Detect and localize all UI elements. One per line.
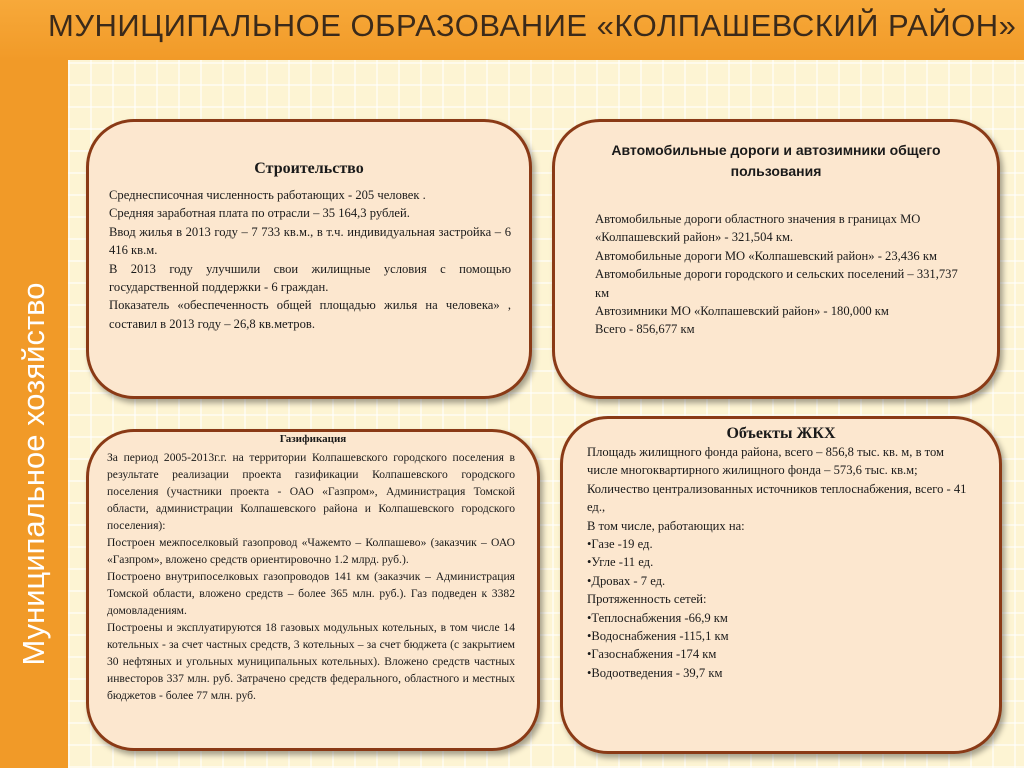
housing-line: Количество централизованных источников теплоснабжения, всего - 41 ед., xyxy=(587,481,967,515)
housing-line: Протяженность сетей: xyxy=(587,592,707,607)
construction-body xyxy=(109,186,511,333)
housing-bullet: •Теплоснабжения -66,9 км xyxy=(587,610,728,625)
roads-line: Автомобильные дороги областного значения в границах МО «Колпашевский район» - 321,504 км. xyxy=(595,212,921,245)
construction-line: Показатель «обеспеченность общей площадью жилья на человека» , составил в 2013 году – 26,8 кв.метров. xyxy=(109,298,511,331)
housing-bullet: •Газоснабжения -174 км xyxy=(587,647,717,662)
gasification-body xyxy=(107,449,515,704)
gasification-title: Газификация xyxy=(279,433,347,445)
housing-bullet: •Водоснабжения -115,1 км xyxy=(587,629,729,644)
gasification-line: Построены и эксплуатируются 18 газовых модульных котельных, в том числе 14 котельных - за счет частных средств, 3 котельных – за счет бюджета (с закрытием 30 нефтяных и угольных муниципальных котельных). Вложено средств частных инвесторов 337 млн. руб. Затрачено средств федерального, областного и местных бюджетов - более 77 млн. руб. xyxy=(107,621,515,702)
housing-bullet: •Водоотведения - 39,7 км xyxy=(587,665,723,680)
roads-body xyxy=(595,210,967,339)
construction-line: В 2013 году улучшили свои жилищные условия с помощью государственной поддержки - 6 граждан. xyxy=(109,261,511,295)
roads-line: Автозимники МО «Колпашевский район» - 180,000 км xyxy=(595,304,889,319)
housing-line: Площадь жилищного фонда района, всего – 856,8 тыс. кв. м, в том числе многоквартирного жилищного фонда – 573,6 тыс. кв.м; xyxy=(587,445,945,478)
roads-card xyxy=(552,119,1000,399)
construction-title: Строительство xyxy=(254,160,364,177)
housing-utilities-body xyxy=(587,443,977,682)
housing-bullet: •Дровах - 7 ед. xyxy=(587,573,666,588)
roads-title: Автомобильные дороги и автозимники общего пользования xyxy=(611,142,941,179)
construction-line: Средняя заработная плата по отрасли – 35 164,3 рублей. xyxy=(109,206,410,221)
gasification-line: Построено внутрипоселковых газопроводов 141 км (заказчик – Администрация Томской области, вложено средств – более 365 млн. руб.). Газ подведен к 3382 домовладениям. xyxy=(107,570,515,617)
gasification-line: За период 2005-2013г.г. на территории Колпашевского городского поселения в результате реализации проекта газификации Колпашевского городского поселения (участники проекта - ОАО «Газпром», Администрация Томской области, администрации Колпашевского района и Колпашевского городского поселения): xyxy=(107,451,515,532)
page-title: МУНИЦИПАЛЬНОЕ ОБРАЗОВАНИЕ «КОЛПАШЕВСКИЙ РАЙОН» xyxy=(48,8,1017,43)
construction-line: Среднесписочная численность работающих - 205 человек . xyxy=(109,188,426,202)
construction-line: Ввод жилья в 2013 году – 7 733 кв.м., в т.ч. индивидуальная застройка – 6 416 кв.м. xyxy=(109,224,511,258)
roads-line: Всего - 856,677 км xyxy=(595,322,695,337)
housing-line: В том числе, работающих на: xyxy=(587,518,745,533)
gasification-line: Построен межпоселковый газопровод «Чажемто – Колпашево» (заказчик – ОАО «Газпром», вложено средств ориентировочно 1.2 млрд. руб.). xyxy=(107,536,515,566)
side-bar xyxy=(0,60,68,768)
construction-card xyxy=(86,119,532,399)
housing-bullet: •Газе -19 ед. xyxy=(587,537,653,552)
housing-bullet: •Угле -11 ед. xyxy=(587,555,654,570)
housing-utilities-card xyxy=(560,416,1002,754)
title-bar xyxy=(0,0,1024,60)
roads-line: Автомобильные дороги городского и сельских поселений – 331,737 км xyxy=(595,267,958,300)
gasification-card xyxy=(86,429,540,751)
housing-utilities-title: Объекты ЖКХ xyxy=(726,425,836,442)
side-label: Муниципальное хозяйство xyxy=(16,282,51,666)
roads-line: Автомобильные дороги МО «Колпашевский район» - 23,436 км xyxy=(595,248,937,263)
